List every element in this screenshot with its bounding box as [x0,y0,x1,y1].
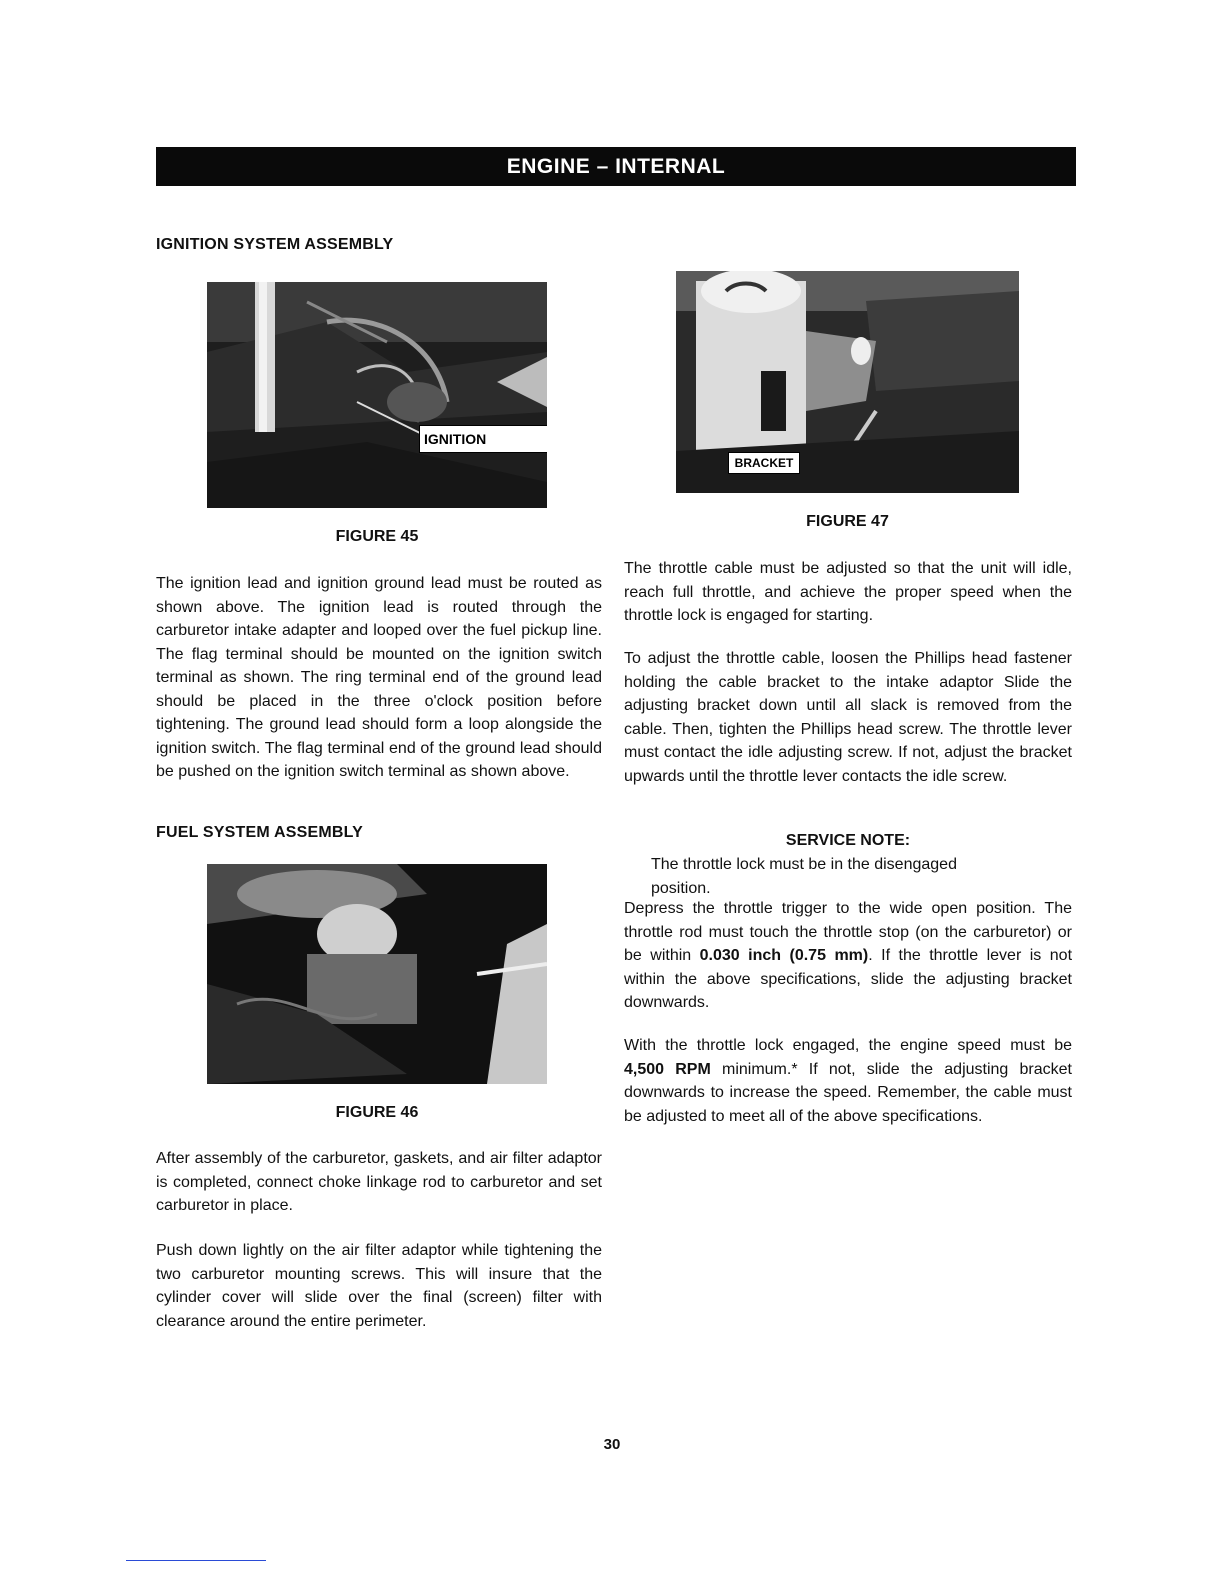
figure-47-photo [676,271,1019,493]
ignition-heading: IGNITION SYSTEM ASSEMBLY [156,236,394,253]
bracket-label: BRACKET [728,452,800,474]
section-header-bar [156,147,1076,186]
footer-divider [126,1560,266,1561]
figure-46-caption: FIGURE 46 [335,1104,419,1121]
throttle-paragraph-3 [624,897,1072,1015]
throttle-paragraph-1: The throttle cable must be adjusted so that the unit will idle, reach full throttle, and achieve the proper speed when the throttle lock is engaged for starting. [624,560,1072,624]
throttle-paragraph-3-a: Depress the throttle trigger to the wide open position. The throttle rod must touch the throttle stop (on the carburetor) or be within [624,900,1072,964]
throttle-spec-value: 0.030 inch (0.75 mm) [699,947,869,964]
fuel-paragraph-1: After assembly of the carburetor, gaskets, and air filter adaptor is completed, connect choke linkage rod to carburetor and set carburetor in place. [156,1150,602,1214]
fuel-paragraph-2: Push down lightly on the air filter adaptor while tightening the two carburetor mounting screws. This will insure that the cylinder cover will slide over the final (screen) filter with clearance around the entire perimeter. [156,1242,602,1330]
ignition-paragraph: The ignition lead and ignition ground lead must be routed as shown above. The ignition lead is routed through the carburetor intake adapter and looped over the fuel pickup line. The flag terminal should be mounted on the ignition switch terminal as shown. The ring terminal end of the ground lead should be placed in the three o'clock position before tightening. The ground lead should form a loop alongside the ignition switch. The flag terminal end of the ground lead should be pushed on the ignition switch terminal as shown above. [156,575,602,780]
figure-47-caption: FIGURE 47 [806,513,889,530]
ignition-label: IGNITION [419,425,547,453]
figure-45-caption: FIGURE 45 [335,528,419,545]
throttle-paragraph-4-a: With the throttle lock engaged, the engine speed must be [624,1037,1072,1054]
fuel-heading: FUEL SYSTEM ASSEMBLY [156,824,363,841]
service-note-text: The throttle lock must be in the disengaged position. [651,856,957,897]
throttle-paragraph-3-b: . If the throttle lever is not within the above specifications, slide the adjusting bracket downwards. [624,947,1073,1011]
throttle-paragraph-4 [624,1034,1072,1128]
figure-45-photo [207,282,547,508]
throttle-paragraph-2: To adjust the throttle cable, loosen the Phillips head fastener holding the cable bracket to the intake adaptor Slide the adjusting bracket down until all slack is removed from the cable. Then, tighten the Phillips head screw. The throttle lever must contact the idle adjusting screw. If not, adjust the bracket upwards until the throttle lever contacts the idle screw. [624,650,1072,785]
figure-46-image [207,864,547,1084]
figure-46-photo [207,864,547,1084]
page-number: 30 [603,1436,621,1453]
figure-45-image [207,282,547,508]
throttle-paragraph-4-b: minimum.* If not, slide the adjusting bracket downwards to increase the speed. Remember, the cable must be adjusted to meet all of the above specifications. [624,1060,1072,1125]
section-title: ENGINE – INTERNAL [506,155,726,178]
engine-rpm-value: 4,500 RPM [624,1060,711,1078]
service-note-title: SERVICE NOTE: [785,832,911,849]
